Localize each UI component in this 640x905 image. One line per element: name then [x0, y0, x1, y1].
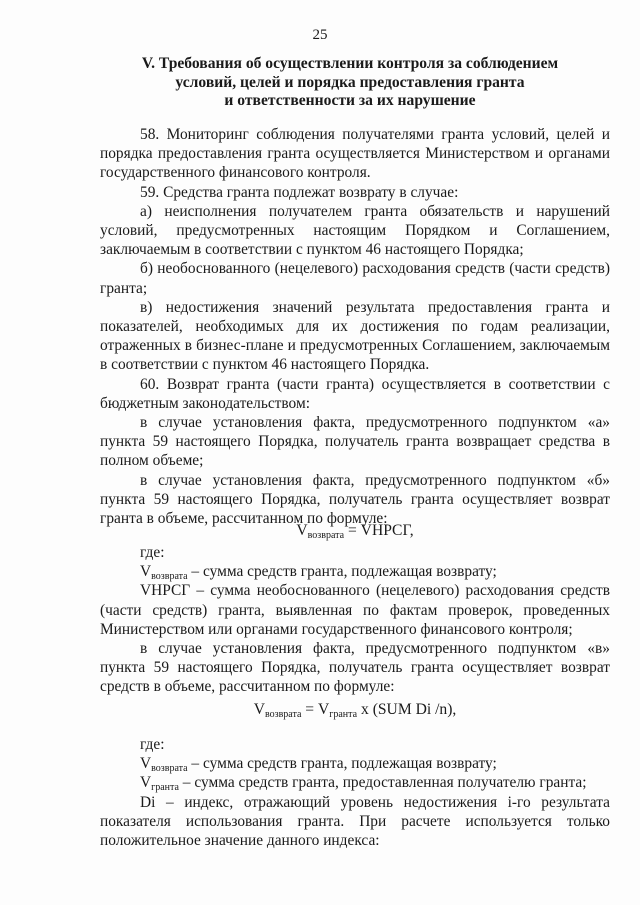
paragraph-59-c: в) недостижения значений результата предоставления гранта и показателей, необходимых для их достижения по годам реализации, отраженных в бизнес-плане и предусмотренных Соглашением, заключаемым в соответствии с пунктом 46 настоящего Порядка.: [100, 298, 610, 374]
section-title-line-3: и ответственности за их нарушение: [224, 92, 476, 109]
case-v-paragraph: в случае установления факта, предусмотренного подпунктом «в» пункта 59 настоящего Порядка, получатель гранта осуществляет возврат средств в объеме, рассчитанном по формуле:: [100, 640, 610, 696]
case-a-paragraph: в случае установления факта, предусмотренного подпунктом «а» пункта 59 настоящего Порядка, получатель гранта возвращает средства в полном объеме;: [100, 414, 610, 470]
def-v-return-2: $V_{возврата}$ – сумма средств гранта, подлежащая возврату;: [140, 755, 497, 775]
def-v-nrsg: VНРСГ – сумма необоснованного (нецелевого) расходования средств (части средств) гранта, выявленная по фактам проверок, проведенных Министерством или органами государственного финансового контроля;: [100, 582, 610, 638]
paragraph-59-b: б) необоснованного (нецелевого) расходования средств (части средств) гранта;: [100, 260, 610, 297]
case-b-paragraph: в случае установления факта, предусмотренного подпунктом «б» пункта 59 настоящего Порядка, получатель гранта осуществляет возврат гранта в объеме, рассчитанном по формуле:: [100, 471, 610, 528]
formula-2: $V_{возврата} = V_{гранта}$ x (SUM Di /n),: [253, 701, 457, 720]
body-block-3: [100, 735, 610, 850]
def-v-return-1: $V_{возврата}$ – сумма средств гранта, подлежащая возврату;: [140, 563, 497, 583]
paragraph-58: 58. Мониторинг соблюдения получателями гранта условий, целей и порядка предоставления гранта осуществляется Министерством и органами государственного финансового контроля.: [100, 126, 610, 182]
def-v-grant: $V_{гранта}$ – сумма средств гранта, предоставленная получателю гранта;: [140, 774, 587, 794]
body-block-1: [100, 125, 610, 528]
section-title-line-1: V. Требования об осуществлении контроля за соблюдением: [141, 55, 559, 72]
paragraph-59-a: а) неисполнения получателем гранта обязательств и нарушений условий, предусмотренных настоящим Порядком и Соглашением, заключаемым в соответствии с пунктом 46 настоящего Порядка;: [100, 202, 610, 259]
formula-1: $V_{возврата}$ = VНРСГ,: [296, 522, 414, 541]
section-title: [100, 55, 600, 111]
section-title-line-2: условий, целей и порядка предоставления гранта: [175, 73, 525, 91]
paragraph-59: 59. Средства гранта подлежат возврату в случае:: [140, 183, 459, 201]
def-di: Di – индекс, отражающий уровень недостижения i-го результата показателя использования гранта. При расчете используется только положительное значение данного индекса:: [100, 793, 610, 850]
where-label-2: где:: [140, 736, 165, 753]
body-block-2: [100, 543, 610, 697]
page-number: 25: [312, 27, 328, 43]
where-label-1: где:: [140, 544, 165, 561]
paragraph-60: 60. Возврат гранта (части гранта) осуществляется в соответствии с бюджетным законодательством:: [100, 375, 610, 412]
